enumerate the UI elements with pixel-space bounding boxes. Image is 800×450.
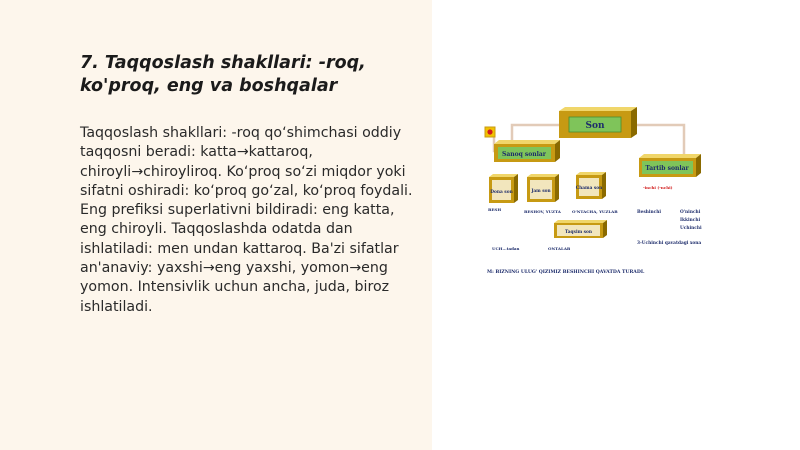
note-5: ONTALAB (548, 246, 571, 251)
right-note-5: Uchinchi (680, 226, 702, 231)
right-box-label: Tartib sonlar (645, 165, 689, 172)
top-box (559, 107, 637, 138)
right-note-6: 3-Uchinchi qavatdagi xona (637, 241, 702, 246)
top-box-label: Son (585, 121, 605, 131)
right-note-3: O'ninchi (680, 210, 701, 215)
note-3: O'NTACHA, YUZLAB (572, 209, 618, 214)
sub-box-4 (554, 220, 607, 238)
sub-box-3-label: Chama son (575, 186, 603, 191)
sub-box-1 (489, 174, 518, 203)
diagram-svg (484, 107, 724, 279)
note-1: BESH (488, 207, 502, 212)
diagram-caption: M: BIZNING ULUG' QIZIMIZ BESHINCHI QAVATDA TURADI. (487, 270, 645, 275)
note-4: UCH...tadan (492, 246, 520, 251)
sub-box-3 (576, 172, 606, 199)
sub-box-2 (527, 174, 559, 202)
sub-box-4-label: Taqsim son (564, 230, 593, 235)
right-note-1: -inchi (-nchi) (643, 185, 673, 190)
right-box (639, 154, 701, 177)
note-2: BESHOV, YUZTA (524, 209, 561, 214)
sub-box-1-label: Dona son (490, 190, 513, 195)
slide-body: Taqqoslash shakllari: -roq qo‘shimchasi oddiy taqqosni beradi: katta→kattaroq, chiroyli→chiroyliroq. Ko‘proq so‘zi miqdor yoki sifatni oshiradi: ko‘proq go‘zal, ko‘proq foydali. Eng prefiksi superlativni bildiradi: eng katta, eng chiroyli. Taqqoslashda odatda dan ishlatiladi: men undan kattaroq. Ba'zi sifatlar an'anaviy: yaxshi→eng yaxshi, yomon→eng yomon. Intensivlik uchun ancha, juda, biroz ishlatiladi. (80, 125, 413, 315)
slide-title: 7. Taqqoslash shakllari: -roq, ko'proq, eng va boshqalar (80, 53, 366, 96)
left-box (494, 140, 560, 162)
red-dot-icon (487, 129, 492, 134)
right-note-2: Beshinchi (637, 210, 662, 215)
left-box-label: Sanoq sonlar (502, 151, 546, 158)
number-classification-diagram (484, 107, 724, 279)
right-note-4: Ikkinchi (680, 218, 701, 223)
sub-box-2-label: Jam son (531, 189, 551, 194)
